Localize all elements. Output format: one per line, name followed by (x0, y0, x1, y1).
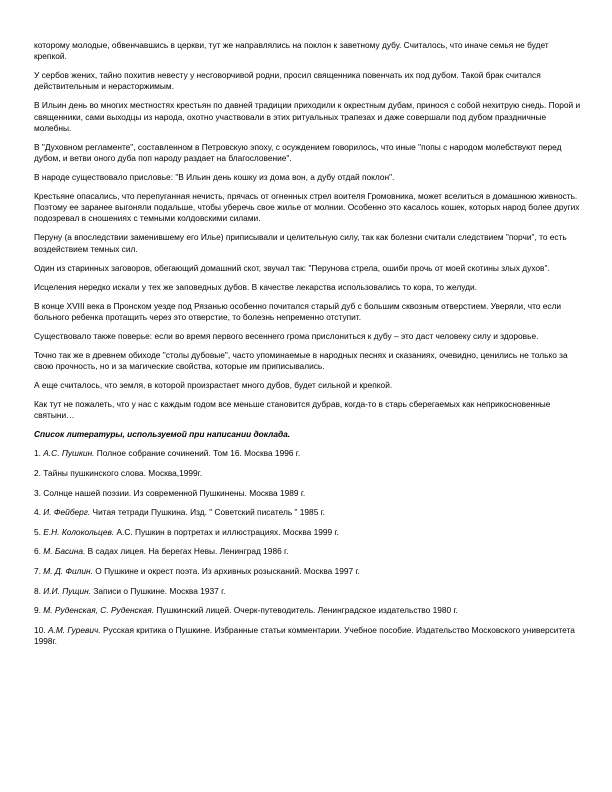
paragraph: В Ильин день во многих местностях крестьян по давней традиции приходили к окрестным дубам, принося с собой нехитрую снедь. Порой и священники, сами выходцы из народа, охотно участвовали в этих ритуальных трапезах и даже совершали под дубом праздничные молебны. (34, 100, 581, 133)
reference-author: А.М. Гуревич. (47, 624, 101, 635)
reference-item (34, 488, 582, 499)
reference-item (34, 605, 582, 616)
document-page (34, 40, 582, 656)
reference-text: Полное собрание сочинений. Том 16. Москва 1996 г. (94, 448, 301, 459)
reference-number: 8. (34, 585, 41, 596)
reference-author: М. Басина. (43, 546, 86, 557)
reference-number: 4. (34, 507, 41, 518)
paragraph: Перуну (а впоследствии заменившему его Илье) приписывали и целительную силу, так как болезни считали следствием "порчи", то есть воздействием темных сил. (34, 232, 567, 254)
reference-item (34, 468, 582, 479)
reference-author: Е.Н. Колокольцев. (43, 526, 115, 537)
paragraph: Крестьяне опасались, что перепуганная нечисть, прячась от огненных стрел воителя Громовника, может вселиться в домашнюю живность. Поэтому ее заранее выгоняли подальше, чтобы уберечь свое жилье от молнии. Особенно это касалось кошек, которых народ более других подозревал в сношениях с темными колдовскими силами. (34, 191, 580, 224)
reference-item (34, 586, 582, 597)
paragraph: У сербов жених, тайно похитив невесту у несговорчивой родни, просил священника повенчать их под дубом. Такой брак считался действительным и нерасторжимым. (34, 70, 541, 92)
reference-item (34, 546, 582, 557)
reference-text: Пушкинский лицей. Очерк-путеводитель. Ленинградское издательство 1980 г. (154, 605, 458, 616)
reference-item (34, 448, 582, 459)
paragraph: которому молодые, обвенчавшись в церкви, тут же направлялись на поклон к заветному дубу. Считалось, что иначе семья не будет крепкой. (34, 40, 549, 62)
paragraph: В "Духовном регламенте", составленном в Петровскую эпоху, с осуждением говорилось, что иные "попы с народом молебствуют перед дубом, и ветви оного дуба поп народу раздает на благословение". (34, 141, 562, 164)
reference-item (34, 507, 582, 518)
paragraph: Точно так же в древнем обиходе "столы дубовые", часто упоминаемые в народных песнях и сказаниях, очевидно, ценились не только за свою прочность, но и за магические свойства, которые им приписывались. (34, 349, 568, 372)
reference-text: Записи о Пушкине. Москва 1937 г. (91, 585, 226, 596)
reference-text: О Пушкине и окрест поэта. Из архивных розысканий. Москва 1997 г. (92, 566, 360, 576)
reference-item (34, 566, 582, 577)
reference-author: М. Руденская, С. Руденская. (43, 605, 155, 616)
paragraph: Существовало также поверье: если во время первого весеннего грома прислониться к дубу – это даст человеку силу и здоровье. (34, 330, 539, 341)
reference-item (34, 625, 582, 647)
reference-text: Тайны пушкинского слова. Москва,1999г. (43, 468, 203, 479)
reference-text: Читая тетради Пушкина. Изд. " Советский писатель " 1985 г. (90, 507, 325, 518)
reference-author: М. Д. Филин. (43, 566, 93, 576)
reference-number: 1. (34, 448, 41, 459)
references-heading: Список литературы, используемой при написании доклада. (34, 429, 291, 440)
paragraph: В народе существовало присловье: "В Ильин день кошку из дома вон, а дубу отдай поклон". (34, 172, 395, 183)
reference-number: 9. (34, 605, 41, 616)
reference-number: 7. (34, 566, 41, 576)
reference-item (34, 527, 582, 538)
reference-text: В садах лицея. На берегах Невы. Ленинград 1986 г. (85, 546, 289, 557)
paragraph: Исцеления нередко искали у тех же заповедных дубов. В качестве лекарства использовались то кора, то желуди. (34, 281, 477, 292)
paragraph: А еще считалось, что земля, в которой произрастает много дубов, будет сильной и крепкой. (34, 380, 393, 391)
reference-number: 6. (34, 546, 41, 557)
references-list (34, 448, 582, 647)
paragraph: В конце XVIII века в Пронском уезде под Рязанью особенно почитался старый дуб с большим сквозным отверстием. Уверяли, что если больного ребенка протащить через это отверстие, то болезнь непременно отступит. (34, 300, 562, 322)
reference-number: 3. (34, 487, 41, 498)
reference-author: И. Фейберг. (43, 507, 91, 518)
reference-text: А.С. Пушкин в портретах и иллюстрациях. Москва 1999 г. (114, 526, 339, 537)
reference-author: А.С. Пушкин. (43, 448, 95, 459)
reference-text: Русская критика о Пушкине. Избранные статьи комментарии. Учебное пособие. Издательство Московского университета 1998г. (34, 624, 575, 646)
reference-number: 2. (34, 468, 41, 479)
reference-number: 10. (34, 624, 46, 635)
reference-author: И.И. Пущин. (43, 585, 92, 596)
reference-number: 5. (34, 526, 41, 537)
paragraph: Как тут не пожалеть, что у нас с каждым годом все меньше становится дубрав, когда-то в старь сберегаемых как неприкосновенные святыни… (34, 399, 551, 421)
reference-text: Солнце нашей поэзии. Из современной Пушкинены. Москва 1989 г. (43, 487, 306, 498)
paragraph: Один из старинных заговоров, обегающий домашний скот, звучал так: "Перунова стрела, ошиби прочь от моей скотины злых духов". (34, 262, 550, 273)
